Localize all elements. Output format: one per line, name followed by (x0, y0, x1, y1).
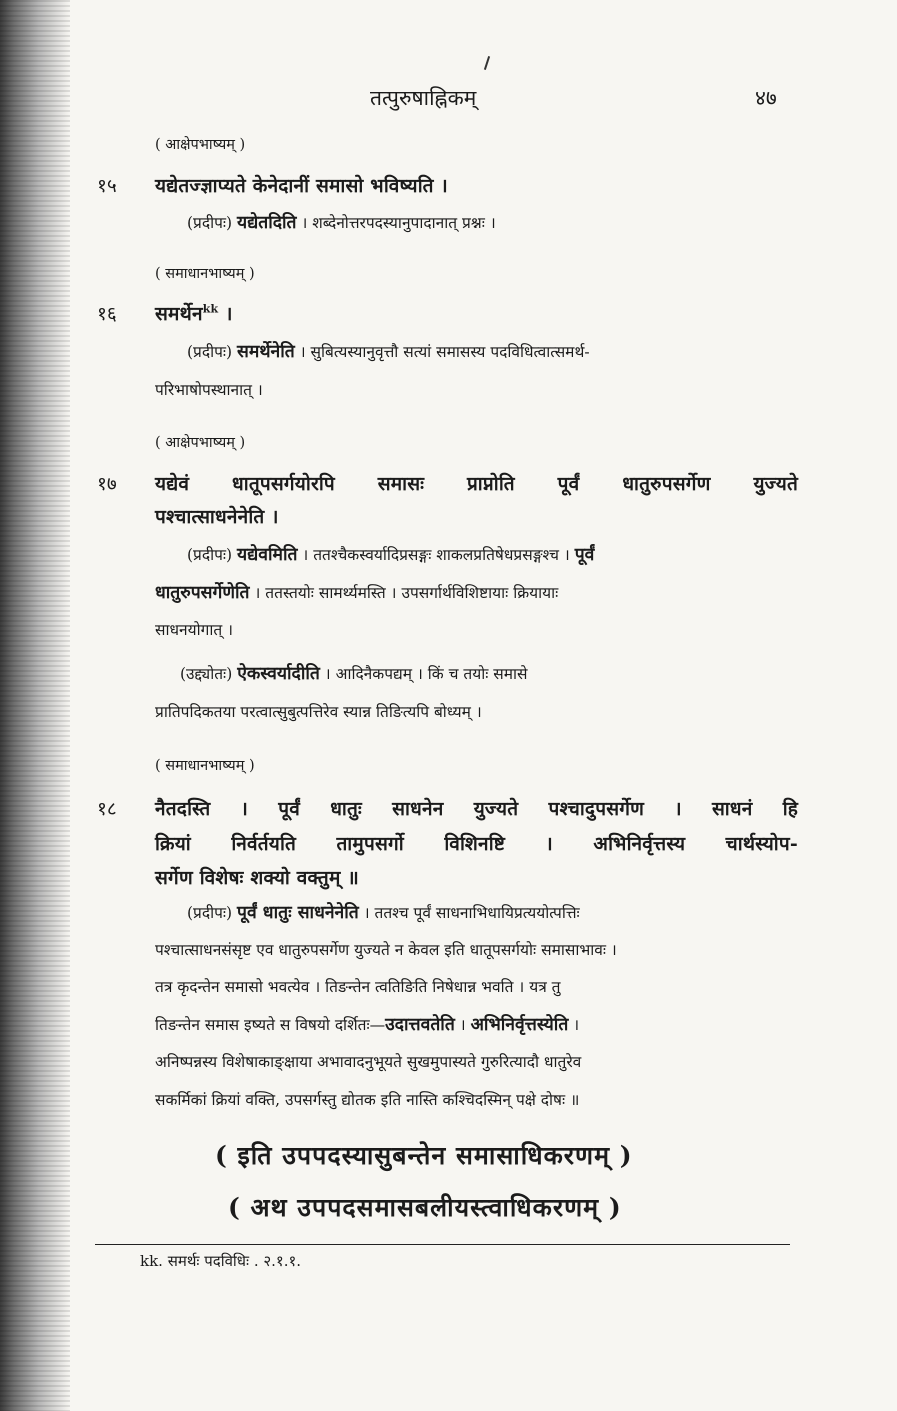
pradipa-keyword: यद्येतदिति (237, 213, 297, 233)
footnote-rule (95, 1244, 790, 1245)
uddyota-text: । आदिनैकपद्यम् । किं च तयोः समासे (324, 665, 528, 683)
verse-number-18: १८ (97, 798, 117, 820)
pradipa-keyword-3: धातुरुपसर्गेणेति (155, 583, 250, 603)
pradipa-18-line2: पश्चात्साधनसंसृष्ट एव धातुरुपसर्गेण युज्यते न केवल इति धातूपसर्गयोः समासाभावः । (155, 941, 617, 959)
pradipa-label: (प्रदीपः) (187, 904, 233, 922)
danda: । (573, 1016, 580, 1034)
bhashya-18-line2: क्रियां निर्वर्तयति तामुपसर्गो विशिनष्टि । अभिनिर्वृत्तस्य चार्थस्योप- (155, 833, 798, 855)
scan-shadow-edge (0, 0, 70, 1411)
pradipa-keyword: यद्येवमिति (237, 545, 298, 565)
verse-number-17: १७ (97, 473, 117, 495)
pradipa-16-line1 (187, 342, 802, 363)
section-tag-16: ( समाधानभाष्यम् ) (155, 266, 255, 282)
pradipa-keyword-3: अभिनिर्वृत्तस्येति (470, 1015, 569, 1035)
danda: । (225, 303, 233, 325)
pradipa-18-line6: सकर्मिकां क्रियां वक्ति, उपसर्गस्तु द्योतक इति नास्ति कश्चिदस्मिन् पक्षे दोषः ॥ (155, 1091, 580, 1109)
pradipa-18-line1 (187, 903, 802, 924)
chapter-open-heading: ( अथ उपपदसमासबलीयस्त्वाधिकरणम् ) (228, 1193, 622, 1222)
uddyota-keyword: ऐकस्वर्यादीति (237, 664, 320, 684)
running-header: तत्पुरुषाह्निकम् (370, 86, 477, 110)
footnote-ref: kk (202, 302, 219, 316)
section-tag-17: ( आक्षेपभाष्यम् ) (155, 435, 246, 451)
page-number: ४७ (755, 86, 777, 110)
pradipa-text: । सुबित्यस्यानुवृत्तौ सत्यां समासस्य पदविधित्वात्समर्थ- (299, 343, 590, 361)
uddyota-label: (उद्द्योतः) (180, 665, 233, 683)
pradipa-text: तिङन्तेन समास इष्यते स विषयो दर्शितः— (155, 1016, 386, 1034)
danda: । (459, 1016, 466, 1034)
bhashya-15: यद्येतज्ज्ञाप्यते केनेदानीं समासो भविष्यति । (155, 175, 448, 197)
pradipa-16-line2: परिभाषोपस्थानात् । (155, 381, 263, 399)
pradipa-18-line5: अनिष्पन्नस्य विशेषाकाङ्क्षाया अभावादनुभूयते सुखमुपास्यते गुरुरित्यादौ धातुरेव (155, 1053, 582, 1071)
pradipa-18-line3: तत्र कृदन्तेन समासो भवत्येव । तिङन्तेन त्वतिङिति निषेधान्न भवति । यत्र तु (155, 978, 561, 996)
footnote: kk. समर्थः पदविधिः . २.१.१. (140, 1252, 302, 1270)
verse-number-16: १६ (97, 303, 117, 325)
pradipa-text: । ततश्चैकस्वर्यादिप्रसङ्गः शाकलप्रतिषेधप्रसङ्गश्च । (302, 546, 570, 564)
section-tag-15: ( आक्षेपभाष्यम् ) (155, 137, 246, 153)
bhashya-16 (155, 300, 233, 326)
pradipa-18-line4 (155, 1015, 802, 1036)
pradipa-keyword-2: उदात्तवतेति (385, 1015, 455, 1035)
pradipa-keyword: समर्थेनेति (237, 342, 295, 362)
pradipa-17-line1 (187, 545, 802, 566)
bhashya-17-line1: यद्येवं धातूपसर्गयोरपि समासः प्राप्नोति पूर्वं धातुरुपसर्गेण युज्यते (155, 473, 798, 495)
pradipa-15 (187, 213, 496, 234)
uddyota-17-line1 (180, 664, 802, 685)
chapter-close-heading: ( इति उपपदस्यासुबन्तेन समासाधिकरणम् ) (215, 1141, 633, 1170)
bhashya-17-line2: पश्चात्साधनेनेति । (155, 506, 279, 528)
pradipa-17-line3: साधनयोगात् । (155, 621, 234, 639)
pradipa-label: (प्रदीपः) (187, 343, 233, 361)
pradipa-keyword-2: पूर्वं (574, 545, 595, 565)
pradipa-label: (प्रदीपः) (187, 214, 233, 232)
bhashya-18-line1: नैतदस्ति । पूर्वं धातुः साधनेन युज्यते पश्चादुपसर्गेण । साधनं हि (155, 798, 798, 820)
pradipa-text: । ततश्च पूर्वं साधनाभिधायिप्रत्ययोत्पत्तिः (363, 904, 580, 922)
pradipa-text: । शब्देनोत्तरपदस्यानुपादानात् प्रश्नः । (301, 214, 496, 232)
pradipa-label: (प्रदीपः) (187, 546, 233, 564)
bhashya-text: समर्थेन (155, 303, 203, 325)
pradipa-17-line2 (155, 583, 802, 604)
section-tag-18: ( समाधानभाष्यम् ) (155, 758, 255, 774)
pradipa-keyword: पूर्वं धातुः साधनेनेति (237, 903, 359, 923)
verse-number-15: १५ (97, 175, 117, 197)
bhashya-18-line3: सर्गेण विशेषः शक्यो वक्तुम् ॥ (155, 867, 359, 889)
pradipa-text: । ततस्तयोः सामर्थ्यमस्ति । उपसर्गार्थविशिष्टायाः क्रियायाः (254, 584, 559, 602)
pen-tick-mark (484, 56, 490, 70)
uddyota-17-line2: प्रातिपदिकतया परत्वात्सुबुत्पत्तिरेव स्यान्न तिङित्यपि बोध्यम् । (155, 703, 482, 721)
